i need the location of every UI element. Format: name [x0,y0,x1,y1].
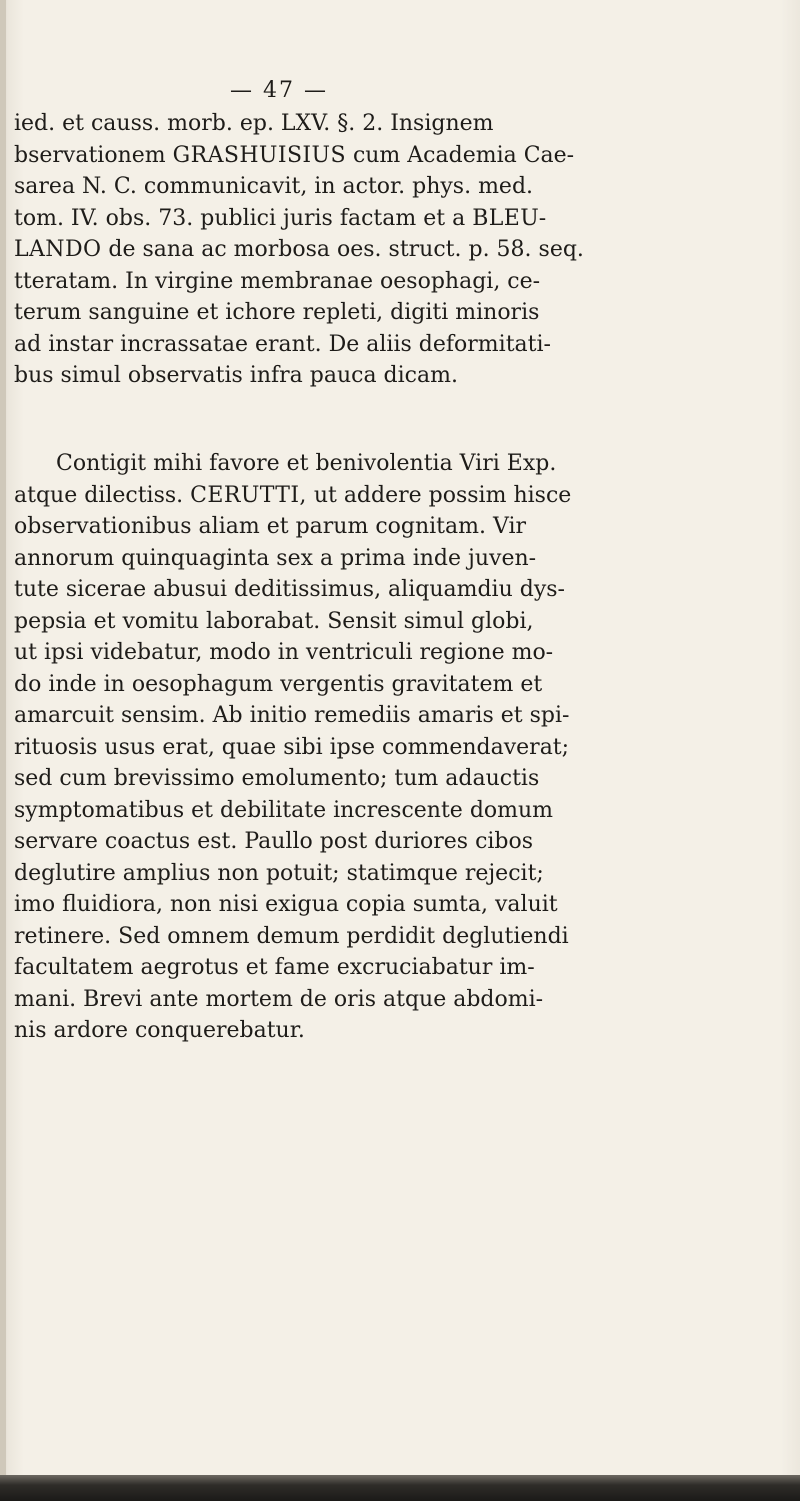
text-line: retinere. Sed omnem demum perdidit deglutiendi [14,923,569,949]
text-line: symptomatibus et debilitate increscente domum [14,797,554,823]
scan-bottom-edge [0,1475,800,1501]
text-line: bus simul observatis infra pauca dicam. [14,363,458,388]
text-line: amarcuit sensim. Ab initio remediis amaris et spi- [14,703,570,728]
text-line: Contigit mihi favore et benivolentia Viri Exp. [56,451,557,476]
text-line: bservationem GRASHUISIUS cum Academia Cae- [14,142,575,168]
text-line: servare coactus est. Paullo post duriores cibos [14,829,534,854]
text-line: facultatem aegrotus et fame excruciabatur im- [14,955,535,980]
text-line: LANDO de sana ac morbosa oes. struct. p. 58. seq. [14,237,584,262]
text-line: pepsia et vomitu laborabat. Sensit simul globi, [14,608,534,634]
paragraph-two [14,448,786,1047]
text-line: nis ardore conquerebatur. [14,1018,305,1043]
text-line: mani. Brevi ante mortem de oris atque abdomi- [14,986,544,1012]
page-number: — 47 — [230,78,328,103]
text-line: rituosis usus erat, quae sibi ipse commendaverat; [14,734,570,760]
text-line: sed cum brevissimo emolumento; tum adauctis [14,766,540,791]
text-line: do inde in oesophagum vergentis gravitatem et [14,671,543,697]
paragraph-one [14,108,786,392]
text-line: sarea N. C. communicavit, in actor. phys. med. [14,174,534,199]
text-line: ied. et causs. morb. ep. LXV. §. 2. Insignem [14,111,494,136]
text-line: imo fluidiora, non nisi exigua copia sumta, valuit [14,892,558,917]
text-line: ut ipsi videbatur, modo in ventriculi regione mo- [14,640,554,665]
text-line: observationibus aliam et parum cognitam. Vir [14,514,527,539]
text-line: annorum quinquaginta sex a prima inde juven- [14,545,537,571]
text-line: terum sanguine et ichore repleti, digiti minoris [14,300,540,325]
text-line: deglutire amplius non potuit; statimque rejecit; [14,860,544,886]
text-line: ad instar incrassatae erant. De aliis deformitati- [14,331,551,357]
text-line: tteratam. In virgine membranae oesophagi, ce- [14,268,541,294]
text-line: tom. IV. obs. 73. publici juris factam et a BLEU- [14,205,547,231]
binding-gutter [0,0,6,1501]
text-line: atque dilectiss. CERUTTI, ut addere possim hisce [14,482,572,508]
text-line: tute sicerae abusui deditissimus, aliquamdiu dys- [14,577,565,602]
